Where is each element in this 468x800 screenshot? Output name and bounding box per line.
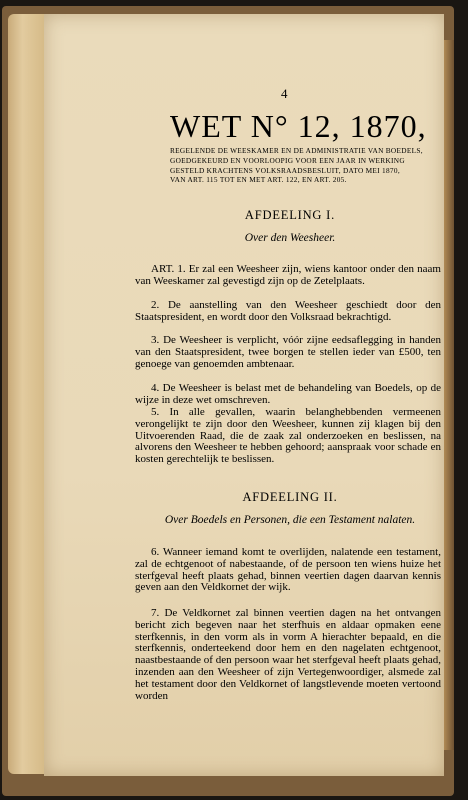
section-1-heading: AFDEELING I. [244,208,336,222]
law-title: WET N° 12, 1870, [170,108,427,144]
subtitle-line: REGELENDE DE WEESKAMER EN DE ADMINISTRATIE VAN BOEDELS, [170,146,423,155]
subtitle-line: GOEDGEKEURD EN VOORLOOPIG VOOR EEN JAAR IN WERKING [170,155,405,165]
law-subtitle [170,146,440,185]
article-2: 2. De aanstelling van den Weesheer geschiedt door den Staatspresident, en wordt door den Volksraad bekrachtigd. [135,299,441,323]
article-label: ART. 1. [151,263,186,275]
article-4: 4. De Weesheer is belast met de behandeling van Boedels, op de wijze in deze wet omschreven. [135,382,441,406]
section-2-heading: AFDEELING II. [242,490,338,504]
subtitle-line: GESTELD KRACHTENS VOLKSRAADSBESLUIT, DATO MEI 1870, [170,165,400,175]
page-number: 4 [281,86,288,101]
article-7: 7. De Veldkornet zal binnen veertien dagen na het ontvangen bericht zich begeven naar het sterfhuis en aldaar opmaken eene sterfkennis, in den vorm als in vorm A hierachter bepaald, en die sterfkennis, onderteekend door hem en den nagelaten echtgenoot, naastbestaande of den persoon waar het sterfgeval heeft plaats gehad, inzenden aan den Weesheer of zijn Vertegenwoordiger, alsmede zal het testament door den Veldkornet of langstlevende moeten vertoond worden [135,607,441,702]
book-spine [8,14,44,774]
section-1-subheading: Over den Weesheer. [244,232,336,244]
article-text: Er zal een Weesheer zijn, wiens kantoor onder den naam van Weeskamer zal gevestigd zijn op de Zetelplaats. [135,263,441,287]
article-1 [135,264,441,288]
subtitle-line: VAN ART. 115 TOT EN MET ART. 122, EN ART. 205. [170,175,347,185]
page-edge [444,40,454,750]
article-6: 6. Wanneer iemand komt te overlijden, nalatende een testament, zal de echtgenoot of nabestaande, of de persoon ten wiens huize het sterfgeval heeft plaats gehad, binnen veertien dagen daarvan kennis geven aan den Veldkornet der wijk. [135,546,441,594]
article-5: 5. In alle gevallen, waarin belanghebbenden vermeenen verongelijkt te zijn door den Weesheer, kunnen zij klagen bij den Uitvoerenden Raad, die de zaak zal onderzoeken en beslissen, na alvorens den Weesheer te hebben gehoord; aanspraak voor schade en kosten gerechtelijk te beslissen. [135,406,441,466]
section-2-subheading: Over Boedels en Personen, die een Testament nalaten. [164,514,416,526]
article-3: 3. De Weesheer is verplicht, vóór zijne eedsaflegging in handen van den Staatspresident, twee borgen te stellen ieder van £500, ten genoege van genoemden ambtenaar. [135,334,441,370]
